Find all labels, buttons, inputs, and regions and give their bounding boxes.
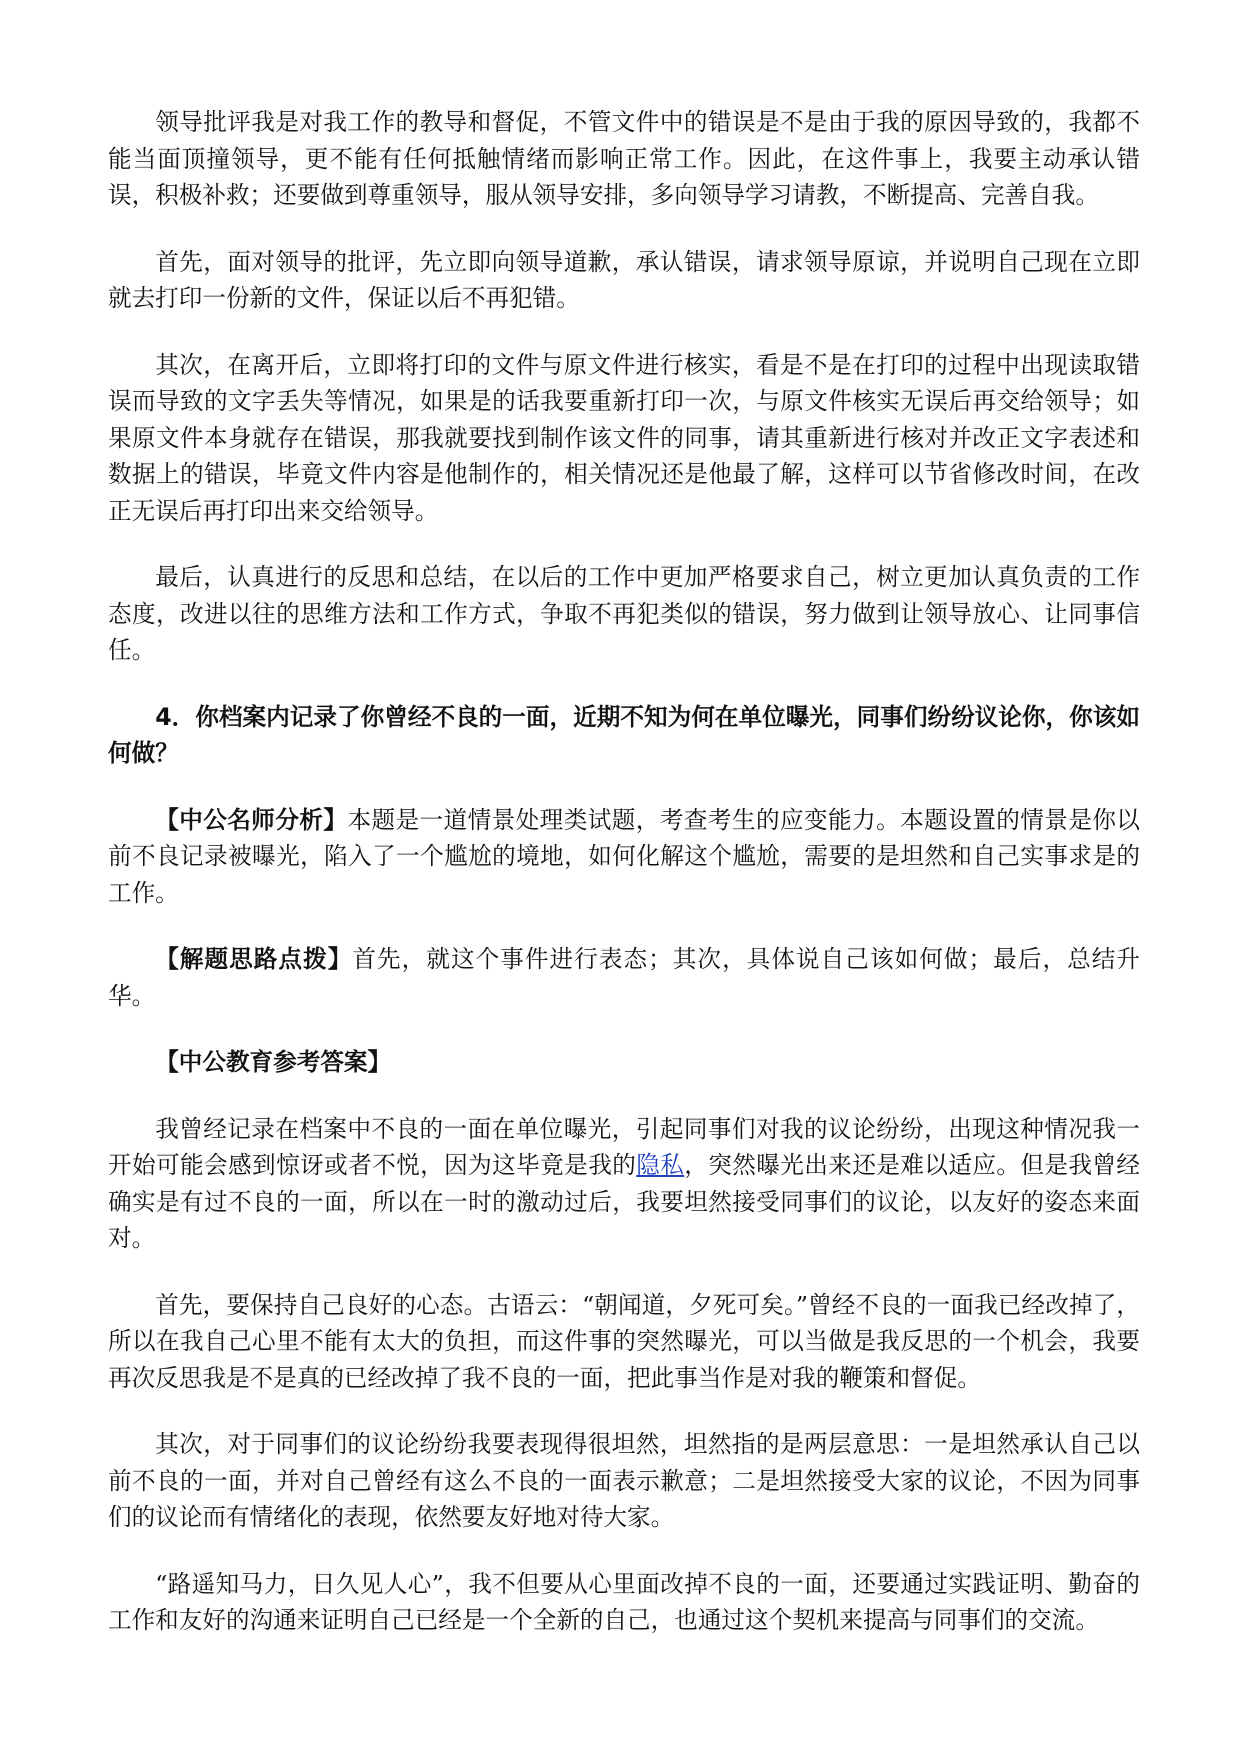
- analysis-label: 【中公名师分析】: [155, 805, 348, 834]
- paragraph-criticism-attitude: 领导批评我是对我工作的教导和督促，不管文件中的错误是不是由于我的原因导致的，我都不能当面顶撞领导，更不能有任何抵触情绪而影响正常工作。因此，在这件事上，我要主动承认错误，积极补救；还要做到尊重领导，服从领导安排，多向领导学习请教，不断提高、完善自我。: [108, 108, 1140, 209]
- document-page: [108, 104, 1140, 1669]
- analysis-paragraph: [108, 802, 1140, 912]
- question-4-heading: 4．你档案内记录了你曾经不良的一面，近期不知为何在单位曝光，同事们纷纷议论你，你该如何做？: [108, 702, 1140, 767]
- answer-paragraph-4: “路遥知马力，日久见人心”，我不但要从心里面改掉不良的一面，还要通过实践证明、勤奋的工作和友好的沟通来证明自己已经是一个全新的自己，也通过这个契机来提高与同事们的交流。: [108, 1569, 1140, 1634]
- answer-paragraph-3: 其次，对于同事们的议论纷纷我要表现得很坦然，坦然指的是两层意思：一是坦然承认自己以前不良的一面，并对自己曾经有这么不良的一面表示歉意；二是坦然接受大家的议论，不因为同事们的议论而有情绪化的表现，依然要友好地对待大家。: [108, 1430, 1140, 1531]
- answer-label: 【中公教育参考答案】: [155, 1048, 392, 1076]
- hint-text: 首先，就这个事件进行表态；其次，具体说自己该如何做；最后，总结升华。: [108, 945, 1141, 1010]
- paragraph-last-step: 最后，认真进行的反思和总结，在以后的工作中更加严格要求自己，树立更加认真负责的工作态度，改进以往的思维方法和工作方式，争取不再犯类似的错误，努力做到让领导放心、让同事信任。: [108, 563, 1140, 664]
- analysis-text: 本题是一道情景处理类试题，考查考生的应变能力。本题设置的情景是你以前不良记录被曝光，陷入了一个尴尬的境地，如何化解这个尴尬，需要的是坦然和自己实事求是的工作。: [108, 805, 1141, 907]
- answer-heading: [108, 1044, 1140, 1081]
- answer-1-text-before: 我曾经记录在档案中不良的一面在单位曝光，引起同事们对我的议论纷纷，出现这种情况我一开始可能会感到惊讶或者不悦，因为这毕竟是我的: [108, 1114, 1140, 1179]
- hint-label: 【解题思路点拨】: [155, 945, 353, 973]
- hint-paragraph: [108, 941, 1140, 1014]
- paragraph-second-step: 其次，在离开后，立即将打印的文件与原文件进行核实，看是不是在打印的过程中出现读取错误而导致的文字丢失等情况，如果是的话我要重新打印一次，与原文件核实无误后再交给领导；如果原文件本身就存在错误，那我就要找到制作该文件的同事，请其重新进行核对并改正文字表述和数据上的错误，毕竟文件内容是他制作的，相关情况还是他最了解，这样可以节省修改时间，在改正无误后再打印出来交给领导。: [108, 350, 1140, 525]
- answer-paragraph-2: 首先，要保持自己良好的心态。古语云：“朝闻道，夕死可矣。”曾经不良的一面我已经改掉了，所以在我自己心里不能有太大的负担，而这件事的突然曝光，可以当做是我反思的一个机会，我要再次反思我是不是真的已经改掉了我不良的一面，把此事当作是对我的鞭策和督促。: [108, 1290, 1140, 1392]
- paragraph-first-step: 首先，面对领导的批评，先立即向领导道歉，承认错误，请求领导原谅，并说明自己现在立即就去打印一份新的文件，保证以后不再犯错。: [108, 247, 1140, 312]
- answer-paragraph-1: [108, 1111, 1140, 1257]
- answer-1-text-after: ，突然曝光出来还是难以适应。但是我曾经确实是有过不良的一面，所以在一时的激动过后，我要坦然接受同事们的议论，以友好的姿态来面对。: [108, 1151, 1141, 1252]
- privacy-link[interactable]: 隐私: [636, 1151, 685, 1179]
